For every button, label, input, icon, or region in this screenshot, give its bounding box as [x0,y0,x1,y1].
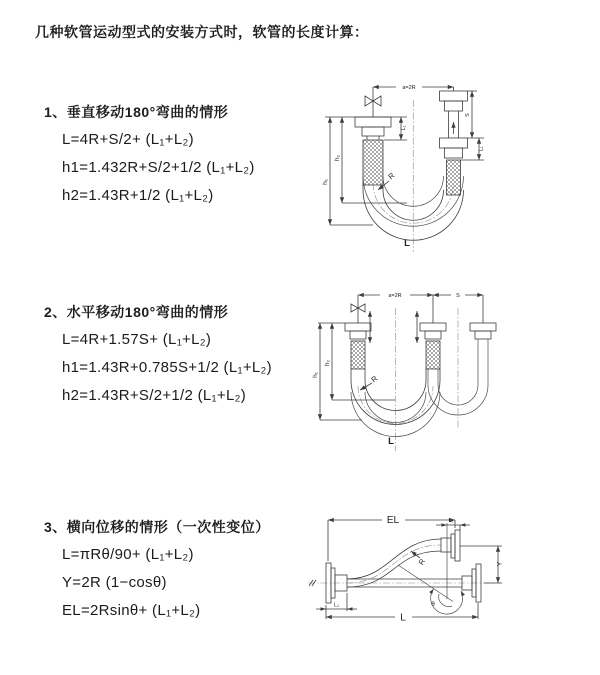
dim-label-r: R [369,373,380,385]
formula-line: L=4R+1.57S+ (L₁+L₂) [62,331,212,348]
formula-line: h1=1.432R+S/2+1/2 (L₁+L₂) [62,159,255,176]
formula-line: h1=1.43R+0.785S+1/2 (L₁+L₂) [62,359,272,376]
dim-label-a2r: a=2R [402,85,416,91]
dim-label-s: S [465,113,471,117]
dim-label-l1-left: L₁ [401,125,407,131]
formula-line: L=πRθ/90+ (L₁+L₂) [62,546,194,563]
angle-diagonal [398,565,453,602]
dim-label-r: R [416,557,428,567]
radius-leader [360,374,380,390]
braid-hatch [447,160,461,195]
dim-label-l1-top: L₁ [448,518,454,524]
diagram-vertical-180-bend [315,70,590,265]
flange [441,530,460,561]
section-2 [44,298,272,410]
section-1-heading: 1、垂直移动180°弯曲的情形 [44,104,229,120]
dim-label-h1: h₁ [322,179,329,185]
braid-hatch [351,341,365,369]
dim-l [326,603,478,624]
flange [345,323,496,339]
page-title: 几种软管运动型式的安装方式时，软管的长度计算： [35,24,369,40]
dim-label-theta: θ [431,601,435,608]
dim-l1-bottom [316,593,357,611]
radius-leader [411,551,427,566]
dim-label-h2: h₂ [324,359,331,367]
formula-line: EL=2Rsinθ+ (L₁+L₂) [62,602,201,619]
dim-label-h1: h₁ [312,372,319,378]
formula-line: L=4R+S/2+ (L₁+L₂) [62,131,194,148]
diagram-horizontal-180-bend [310,283,600,458]
dim-s [433,293,483,299]
dim-label-s: S [456,293,460,299]
section-2-heading: 2、水平移动180°弯曲的情形 [44,304,229,320]
section-1 [44,98,255,210]
dim-label-l1-bottom: L₁ [334,602,339,609]
dim-a2r [373,85,454,91]
flange [355,117,391,140]
dim-a2r [358,293,433,299]
dim-el [328,515,455,561]
dim-label-l1-right: L₁ [478,146,485,152]
formula-line: h2=1.43R+S/2+1/2 (L₁+L₂) [62,387,247,404]
formula-line: Y=2R (1−cosθ) [62,574,167,591]
dim-l1-right [461,138,485,160]
diagram-lateral-displacement [300,505,600,640]
dim-l1-left [384,117,407,140]
dim-label-l: L [388,436,394,447]
dim-label-l: L [404,238,410,249]
section-3 [44,513,270,625]
section-3-heading: 3、横向位移的情形（一次性变位） [44,519,270,535]
hose-s-curve [347,539,441,587]
braid-hatch [363,140,383,185]
dim-label-r: R [386,170,397,182]
dim-y [460,546,504,583]
dim-h1 [312,323,362,420]
dim-label-el: EL [386,515,400,526]
dim-label-y: Y [496,561,504,567]
dim-label-h2: h₂ [334,154,341,162]
dim-label-a2r: a=2R [388,293,402,299]
dim-label-l: L [400,612,406,624]
formula-line: h2=1.43R+1/2 (L₁+L₂) [62,187,214,204]
braid-hatch [426,341,440,369]
